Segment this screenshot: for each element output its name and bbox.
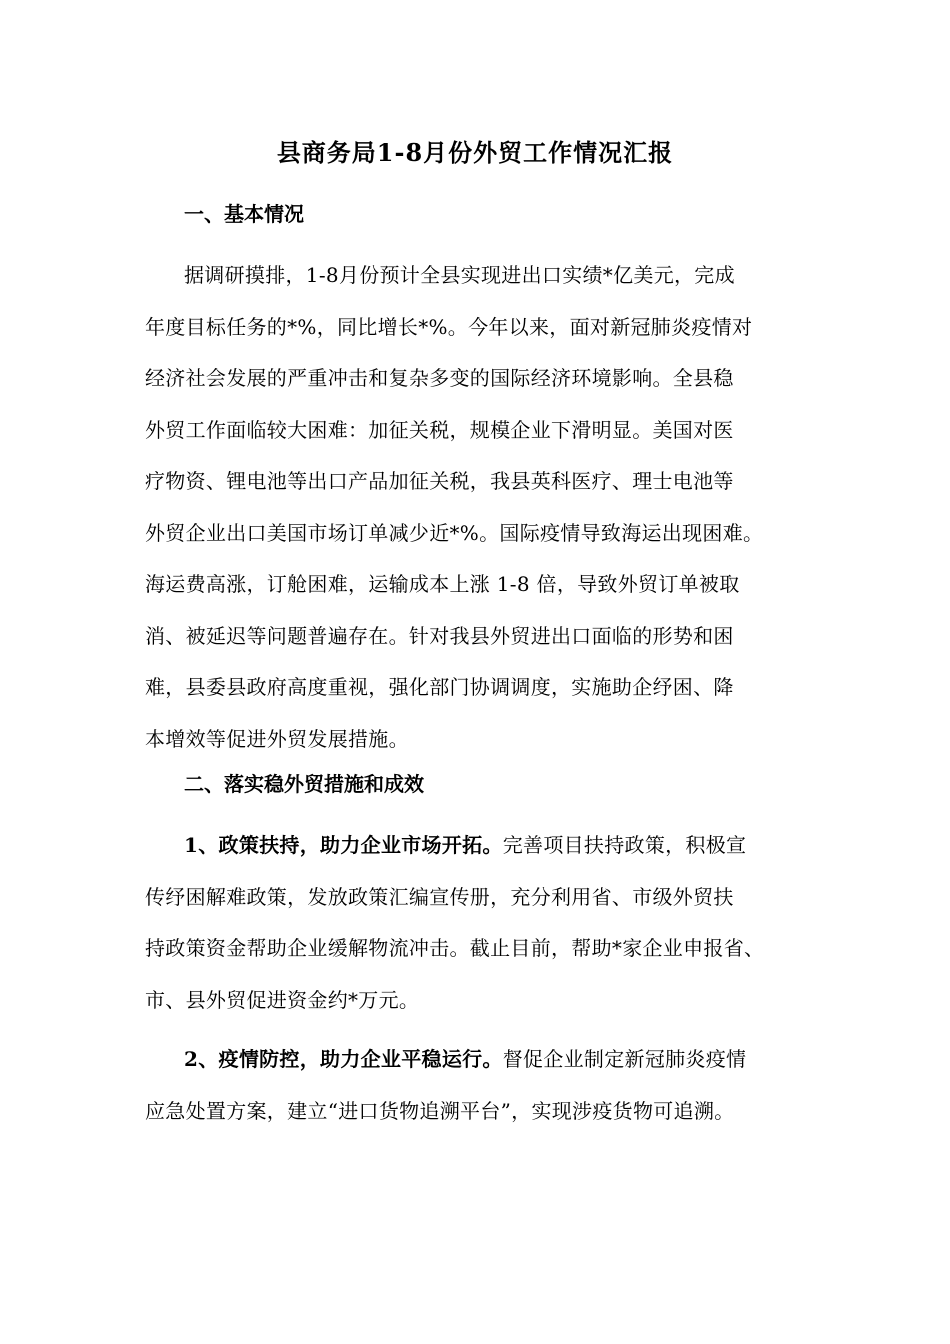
paragraph-policy-support <box>145 820 825 1026</box>
item-lead: 1、政策扶持，助力企业市场开拓。 <box>184 833 503 857</box>
paragraph-line: 经济社会发展的严重冲击和复杂多变的国际经济环境影响。全县稳 <box>145 366 734 390</box>
paragraph-line: 本增效等促进外贸发展措施。 <box>145 726 409 751</box>
paragraph-line: 市、县外贸促进资金约*万元。 <box>145 987 420 1012</box>
section-heading-measures: 二、落实稳外贸措施和成效 <box>184 772 424 796</box>
paragraph-line: 难，县委县政府高度重视，强化部门协调调度，实施助企纾困、降 <box>145 675 734 699</box>
paragraph-line: 据调研摸排，1-8月份预计全县实现进出口实绩*亿美元，完成 <box>184 263 735 287</box>
paragraph-epidemic-control <box>145 1034 825 1137</box>
item-lead: 2、疫情防控，助力企业平稳运行。 <box>184 1047 503 1071</box>
paragraph-line: 外贸企业出口美国市场订单减少近*%。国际疫情导致海运出现困难。 <box>145 520 764 545</box>
paragraph-line: 年度目标任务的*%，同比增长*%。今年以来，面对新冠肺炎疫情对 <box>145 314 753 339</box>
paragraph-line <box>145 1034 825 1086</box>
document-title: 县商务局1-8月份外贸工作情况汇报 <box>276 138 674 167</box>
item-text: 督促企业制定新冠肺炎疫情 <box>502 1047 747 1071</box>
paragraph-line: 海运费高涨，订舱困难，运输成本上涨 1-8 倍，导致外贸订单被取 <box>145 572 740 596</box>
section-heading-basic-situation: 一、基本情况 <box>184 202 304 226</box>
item-text: 完善项目扶持政策，积极宣 <box>502 833 747 857</box>
paragraph-line: 外贸工作面临较大困难：加征关税，规模企业下滑明显。美国对医 <box>145 417 734 442</box>
paragraph-line: 消、被延迟等问题普遍存在。针对我县外贸进出口面临的形势和困 <box>145 623 734 648</box>
paragraph-line: 应急处置方案，建立“进口货物追溯平台”，实现涉疫货物可追溯。 <box>145 1098 735 1123</box>
paragraph-line: 传纾困解难政策，发放政策汇编宣传册，充分利用省、市级外贸扶 <box>145 884 734 909</box>
paragraph-line: 持政策资金帮助企业缓解物流冲击。截止目前，帮助*家企业申报省、 <box>145 936 765 960</box>
paragraph-line <box>145 820 825 872</box>
paragraph-basic-situation <box>145 250 825 765</box>
paragraph-line: 疗物资、锂电池等出口产品加征关税，我县英科医疗、理士电池等 <box>145 469 734 493</box>
